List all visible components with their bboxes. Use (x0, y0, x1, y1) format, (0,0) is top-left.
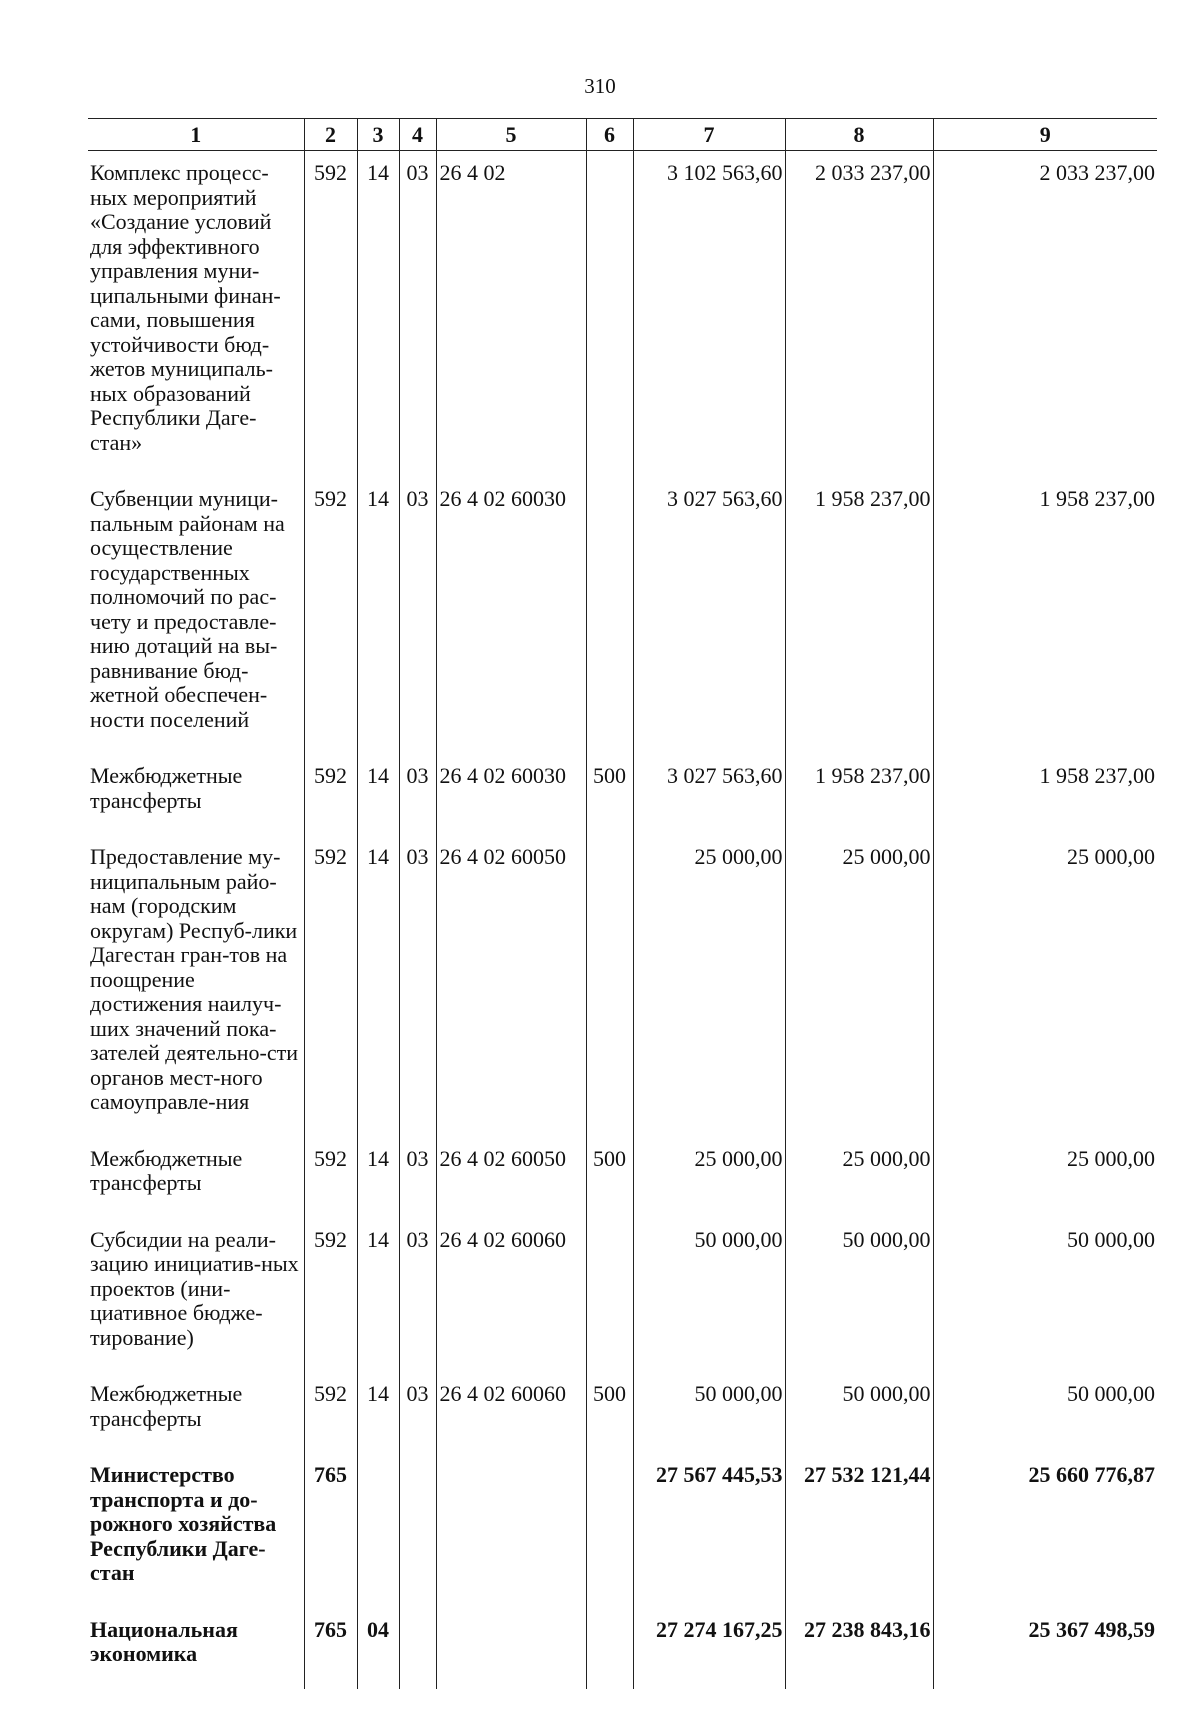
column-header: 9 (933, 119, 1157, 151)
row-grbs-cell: 592 (304, 151, 357, 478)
row-expense-type-cell: 500 (586, 1137, 633, 1218)
row-subsection-cell: 03 (399, 1137, 436, 1218)
row-target-article-cell (436, 1608, 586, 1689)
row-expense-type-cell (586, 477, 633, 754)
row-subsection-cell: 03 (399, 151, 436, 478)
row-amount-col8-cell: 25 000,00 (785, 1137, 933, 1218)
row-target-article-cell: 26 4 02 60050 (436, 835, 586, 1137)
row-grbs-cell: 592 (304, 1372, 357, 1453)
row-grbs-cell: 592 (304, 754, 357, 835)
row-expense-type-cell: 500 (586, 1372, 633, 1453)
table-row (88, 1453, 1157, 1608)
row-subsection-cell (399, 1453, 436, 1608)
row-amount-col9-cell: 1 958 237,00 (933, 754, 1157, 835)
row-subsection-cell: 03 (399, 1372, 436, 1453)
row-amount-col9-cell: 1 958 237,00 (933, 477, 1157, 754)
row-amount-col8-cell: 1 958 237,00 (785, 754, 933, 835)
row-amount-col8-cell: 50 000,00 (785, 1218, 933, 1373)
row-amount-col8-cell: 25 000,00 (785, 835, 933, 1137)
row-grbs-cell: 765 (304, 1608, 357, 1689)
row-target-article-cell: 26 4 02 60030 (436, 754, 586, 835)
row-section-cell (357, 1453, 399, 1608)
table-row (88, 754, 1157, 835)
row-name-cell: Субсидии на реали-зацию инициатив-ных проектов (ини-циативное бюдже-тирование) (90, 1226, 299, 1350)
row-section-cell: 14 (357, 1372, 399, 1453)
row-amount-col7-cell: 3 102 563,60 (633, 151, 785, 478)
table-row (88, 835, 1157, 1137)
table-body (88, 151, 1157, 1689)
row-amount-col7-cell: 50 000,00 (633, 1372, 785, 1453)
row-target-article-cell: 26 4 02 (436, 151, 586, 478)
row-section-cell: 14 (357, 1218, 399, 1373)
row-target-article-cell: 26 4 02 60030 (436, 477, 586, 754)
row-amount-col8-cell: 27 532 121,44 (785, 1453, 933, 1608)
row-amount-col7-cell: 27 567 445,53 (633, 1453, 785, 1608)
table-header-row (88, 119, 1157, 151)
row-name-cell: Национальная экономика (90, 1616, 238, 1666)
row-section-cell: 14 (357, 1137, 399, 1218)
row-name-cell: Межбюджетные трансферты (90, 1381, 243, 1431)
column-header: 1 (88, 119, 304, 151)
row-subsection-cell: 03 (399, 477, 436, 754)
budget-table (88, 118, 1157, 1689)
row-grbs-cell: 592 (304, 835, 357, 1137)
row-amount-col9-cell: 25 660 776,87 (933, 1453, 1157, 1608)
row-section-cell: 04 (357, 1608, 399, 1689)
row-section-cell: 14 (357, 151, 399, 478)
row-grbs-cell: 592 (304, 1137, 357, 1218)
row-amount-col9-cell: 50 000,00 (933, 1218, 1157, 1373)
row-section-cell: 14 (357, 477, 399, 754)
row-amount-col8-cell: 27 238 843,16 (785, 1608, 933, 1689)
row-grbs-cell: 592 (304, 477, 357, 754)
column-header: 7 (633, 119, 785, 151)
row-amount-col7-cell: 25 000,00 (633, 835, 785, 1137)
table-row (88, 477, 1157, 754)
row-amount-col9-cell: 25 000,00 (933, 835, 1157, 1137)
row-target-article-cell: 26 4 02 60060 (436, 1218, 586, 1373)
row-name-cell: Межбюджетные трансферты (90, 763, 243, 813)
row-target-article-cell (436, 1453, 586, 1608)
row-amount-col9-cell: 50 000,00 (933, 1372, 1157, 1453)
row-amount-col7-cell: 3 027 563,60 (633, 477, 785, 754)
row-name-cell: Субвенции муници-пальным районам на осуществление государственных полномочий по рас-чету и предоставле-нию дотаций на вы-равнивание бюд-жетной обеспечен-ности поселений (90, 486, 285, 732)
row-amount-col9-cell: 25 367 498,59 (933, 1608, 1157, 1689)
row-expense-type-cell: 500 (586, 754, 633, 835)
row-name-cell: Межбюджетные трансферты (90, 1145, 243, 1195)
row-section-cell: 14 (357, 835, 399, 1137)
row-target-article-cell: 26 4 02 60050 (436, 1137, 586, 1218)
row-subsection-cell: 03 (399, 1218, 436, 1373)
table-row (88, 1608, 1157, 1689)
table-row (88, 151, 1157, 478)
row-expense-type-cell (586, 1608, 633, 1689)
row-grbs-cell: 765 (304, 1453, 357, 1608)
row-section-cell: 14 (357, 754, 399, 835)
row-expense-type-cell (586, 835, 633, 1137)
row-target-article-cell: 26 4 02 60060 (436, 1372, 586, 1453)
row-amount-col8-cell: 1 958 237,00 (785, 477, 933, 754)
row-amount-col7-cell: 50 000,00 (633, 1218, 785, 1373)
row-expense-type-cell (586, 1218, 633, 1373)
column-header: 3 (357, 119, 399, 151)
row-name-cell: Министерство транспорта и до-рожного хозяйства Республики Даге-стан (90, 1462, 277, 1585)
row-amount-col9-cell: 2 033 237,00 (933, 151, 1157, 478)
row-expense-type-cell (586, 151, 633, 478)
row-subsection-cell: 03 (399, 754, 436, 835)
row-subsection-cell: 03 (399, 835, 436, 1137)
row-name-cell: Комплекс процесс-ных мероприятий «Создание условий для эффективного управления муни-ципальными финан-сами, повышения устойчивости бюд-жетов муниципаль-ных образований Республики Даге-стан» (90, 160, 281, 455)
table-row (88, 1137, 1157, 1218)
table-row (88, 1372, 1157, 1453)
row-amount-col8-cell: 50 000,00 (785, 1372, 933, 1453)
column-header: 8 (785, 119, 933, 151)
row-grbs-cell: 592 (304, 1218, 357, 1373)
row-amount-col7-cell: 27 274 167,25 (633, 1608, 785, 1689)
row-expense-type-cell (586, 1453, 633, 1608)
table-row (88, 1218, 1157, 1373)
row-subsection-cell (399, 1608, 436, 1689)
column-header: 4 (399, 119, 436, 151)
row-name-cell: Предоставление му-ниципальным райо-нам (городским округам) Респуб-лики Дагестан гран-тов на поощрение достижения наилуч-ших значений пока-зателей деятельно-сти органов мест-ного самоуправле-ния (90, 844, 299, 1114)
column-header: 2 (304, 119, 357, 151)
column-header: 5 (436, 119, 586, 151)
row-amount-col7-cell: 3 027 563,60 (633, 754, 785, 835)
row-amount-col8-cell: 2 033 237,00 (785, 151, 933, 478)
row-amount-col9-cell: 25 000,00 (933, 1137, 1157, 1218)
column-header: 6 (586, 119, 633, 151)
page-number: 310 (584, 74, 616, 98)
row-amount-col7-cell: 25 000,00 (633, 1137, 785, 1218)
